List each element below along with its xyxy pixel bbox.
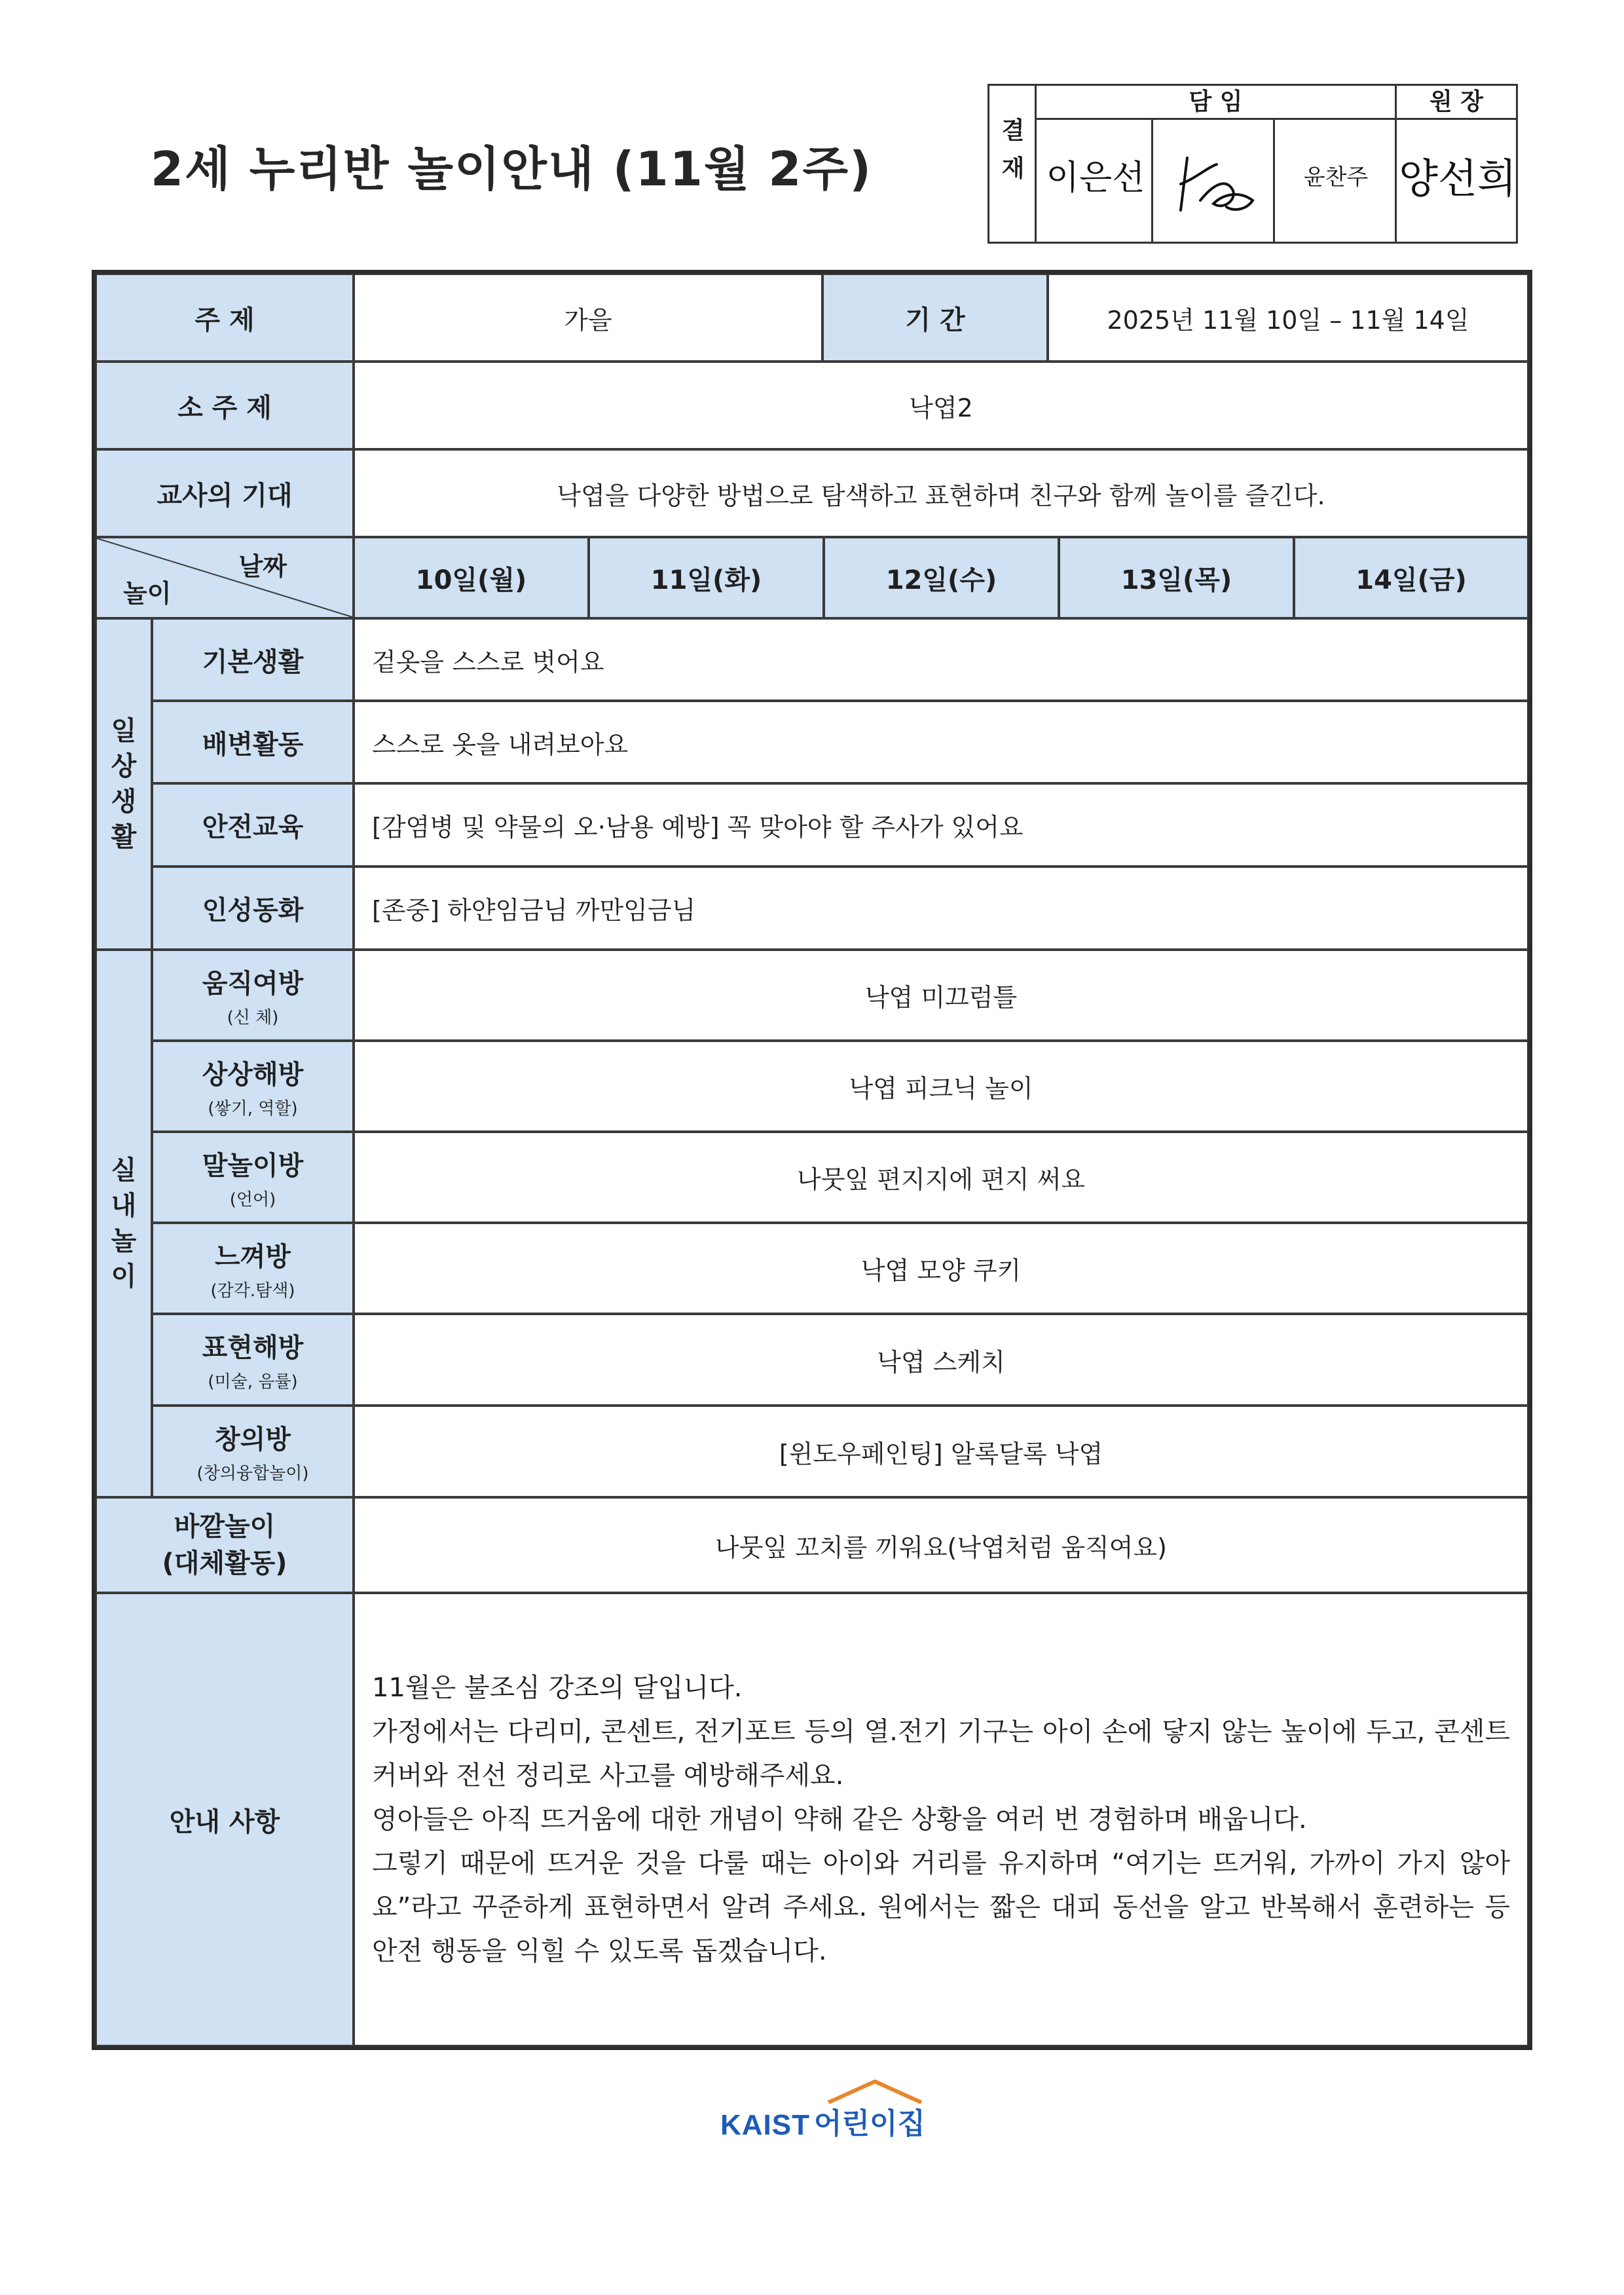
indoor-row-content: 나뭇잎 편지지에 편지 써요 <box>354 1132 1528 1223</box>
daily-row-content: [감염병 및 약물의 오·남용 예방] 꼭 맞아야 할 주사가 있어요 <box>354 783 1528 867</box>
period-label: 기 간 <box>822 274 1048 362</box>
indoor-play-group-text: 실내놀이 <box>111 1155 137 1292</box>
day-tue: 11일(화) <box>589 537 824 618</box>
outdoor-label <box>96 1497 354 1593</box>
notice-paragraph: 가정에서는 다리미, 콘센트, 전기포트 등의 열.전기 기구는 아이 손에 닿지 않는 높이에 두고, 콘센트 커버와 전선 정리로 사고를 예방해주세요. <box>372 1717 1510 1791</box>
logo-hangul <box>814 2100 925 2142</box>
logo-roof-icon <box>826 2078 924 2104</box>
corner-date-label: 날짜 <box>238 552 287 581</box>
teacher2-signature-scribble <box>1161 138 1266 230</box>
indoor-row-label <box>152 1314 354 1406</box>
approval-side-text: 결재 <box>1001 117 1025 182</box>
room-name: 말놀이방 <box>202 1150 304 1181</box>
notice-paragraph: 11월은 불조심 강조의 달입니다. <box>372 1673 743 1703</box>
room-name: 느껴방 <box>215 1241 291 1272</box>
teacher-header: 담 임 <box>1037 86 1397 120</box>
room-name: 표현해방 <box>202 1333 304 1363</box>
daily-row-content: [존중] 하얀임금님 까만임금님 <box>354 867 1528 950</box>
daily-row-content: 겉옷을 스스로 벗어요 <box>354 618 1528 701</box>
days-corner <box>96 537 354 618</box>
outdoor-label-line2: (대체활동) <box>162 1548 287 1578</box>
indoor-row-label <box>152 950 354 1041</box>
notice-label: 안내 사항 <box>96 1593 354 2046</box>
indoor-row-label <box>152 1406 354 1497</box>
indoor-row-content: 낙엽 스케치 <box>354 1314 1528 1406</box>
notice-paragraph: 그렇기 때문에 뜨거운 것을 다룰 때는 아이와 거리를 유지하며 “여기는 뜨거워, 가까이 가지 않아요”라고 꾸준하게 표현하면서 알려 주세요. 원에서는 짧은 대피 동선을 알고 반복해서 훈련하는 등 안전 행동을 익힐 수 있도록 돕겠습니다. <box>372 1848 1510 1966</box>
notice-paragraph: 영아들은 아직 뜨거움에 대한 개념이 약해 같은 상황을 여러 번 경험하며 배웁니다. <box>372 1804 1307 1835</box>
indoor-play-group-label <box>96 950 152 1497</box>
day-wed: 12일(수) <box>824 537 1059 618</box>
day-thu: 13일(목) <box>1059 537 1294 618</box>
subtopic-value: 낙엽2 <box>354 362 1528 449</box>
daily-life-group-label <box>96 618 152 950</box>
expectation-label: 교사의 기대 <box>96 449 354 537</box>
director-signature: 양선희 <box>1399 155 1517 202</box>
indoor-row-content: [윈도우페인팅] 알록달록 낙엽 <box>354 1406 1528 1497</box>
daily-row-label: 기본생활 <box>152 618 354 701</box>
teacher3-signature: 윤찬주 <box>1303 164 1369 191</box>
outdoor-label-line1: 바깥놀이 <box>174 1512 276 1542</box>
day-mon: 10일(월) <box>354 537 589 618</box>
approval-side-label <box>989 112 1037 187</box>
daily-row-content: 스스로 옷을 내려보아요 <box>354 701 1528 783</box>
corner-play-label: 놀이 <box>123 579 172 608</box>
indoor-row-content: 낙엽 모양 쿠키 <box>354 1223 1528 1314</box>
topic-value: 가을 <box>354 274 822 362</box>
logo-latin: KAIST <box>720 2109 810 2141</box>
director-header: 원 장 <box>1397 86 1516 120</box>
room-name: 창의방 <box>215 1425 291 1455</box>
daily-row-label: 인성동화 <box>152 867 354 950</box>
room-name: 상상해방 <box>202 1059 304 1090</box>
page-title: 2세 누리반 놀이안내 (11월 2주) <box>151 141 872 196</box>
subtopic-label: 소 주 제 <box>96 362 354 449</box>
room-sub: (미술, 음률) <box>208 1372 298 1392</box>
topic-label: 주 제 <box>96 274 354 362</box>
notice-content <box>354 1593 1528 2046</box>
room-name: 움직여방 <box>202 968 304 999</box>
indoor-row-content: 낙엽 피크닉 놀이 <box>354 1041 1528 1132</box>
outdoor-content: 나뭇잎 꼬치를 끼워요(낙엽처럼 움직여요) <box>354 1497 1528 1593</box>
room-sub: (쌓기, 역할) <box>208 1098 298 1119</box>
indoor-row-content: 낙엽 미끄럼틀 <box>354 950 1528 1041</box>
indoor-row-label <box>152 1223 354 1314</box>
room-sub: (신 체) <box>227 1007 279 1028</box>
period-value: 2025년 11월 10일 – 11월 14일 <box>1048 274 1528 362</box>
daily-life-group-text: 일상생활 <box>111 716 137 852</box>
logo-hangul-text: 어린이집 <box>814 2107 926 2140</box>
indoor-row-label <box>152 1041 354 1132</box>
expectation-value: 낙엽을 다양한 방법으로 탐색하고 표현하며 친구와 함께 놀이를 즐긴다. <box>354 449 1528 537</box>
daily-row-label: 안전교육 <box>152 783 354 867</box>
room-sub: (감각.탐색) <box>210 1280 295 1301</box>
room-sub: (창의융합놀이) <box>196 1464 309 1483</box>
approval-box <box>987 84 1518 244</box>
kaist-daycare-logo <box>720 2083 925 2142</box>
day-fri: 14일(금) <box>1294 537 1528 618</box>
teacher1-signature: 이은선 <box>1046 159 1145 198</box>
room-sub: (언어) <box>229 1189 276 1210</box>
daily-row-label: 배변활동 <box>152 701 354 783</box>
indoor-row-label <box>152 1132 354 1223</box>
